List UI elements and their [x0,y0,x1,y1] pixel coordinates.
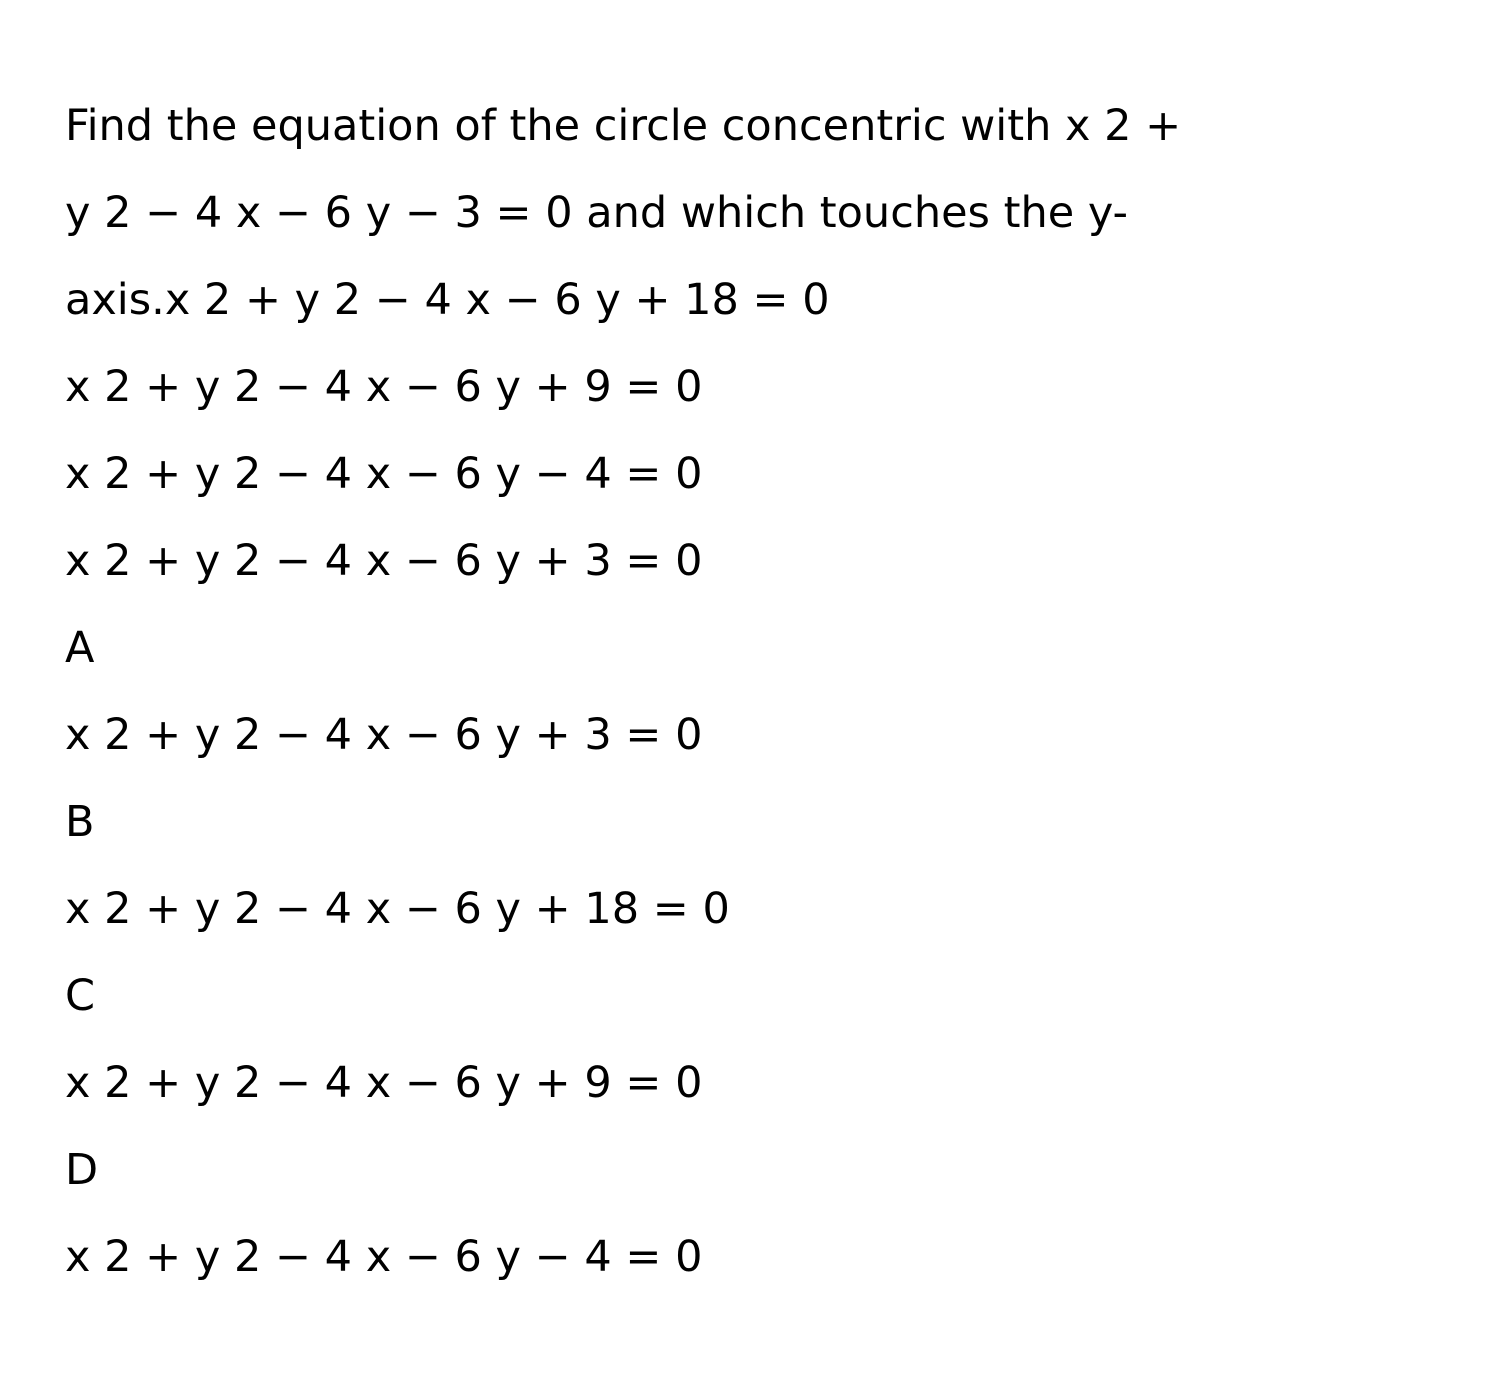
option-d-text: x 2 + y 2 − 4 x − 6 y − 4 = 0 [65,1232,703,1282]
option-b-letter: B [65,797,95,847]
option-a-text: x 2 + y 2 − 4 x − 6 y + 3 = 0 [65,710,703,760]
option-c-letter: C [65,971,96,1021]
option-b-text: x 2 + y 2 − 4 x − 6 y + 18 = 0 [65,884,730,934]
question-document [65,83,1445,1301]
option-c-text: x 2 + y 2 − 4 x − 6 y + 9 = 0 [65,1058,703,1108]
option-a-letter: A [65,623,95,673]
question-line-1: Find the equation of the circle concentric with x 2 + [65,101,1182,151]
question-line-3: axis.x 2 + y 2 − 4 x − 6 y + 18 = 0 [65,275,830,325]
option-d-letter: D [65,1145,99,1195]
inline-option-1: x 2 + y 2 − 4 x − 6 y + 9 = 0 [65,362,703,412]
inline-option-3: x 2 + y 2 − 4 x − 6 y + 3 = 0 [65,536,703,586]
question-line-2: y 2 − 4 x − 6 y − 3 = 0 and which touches the y- [65,188,1129,238]
inline-option-2: x 2 + y 2 − 4 x − 6 y − 4 = 0 [65,449,703,499]
